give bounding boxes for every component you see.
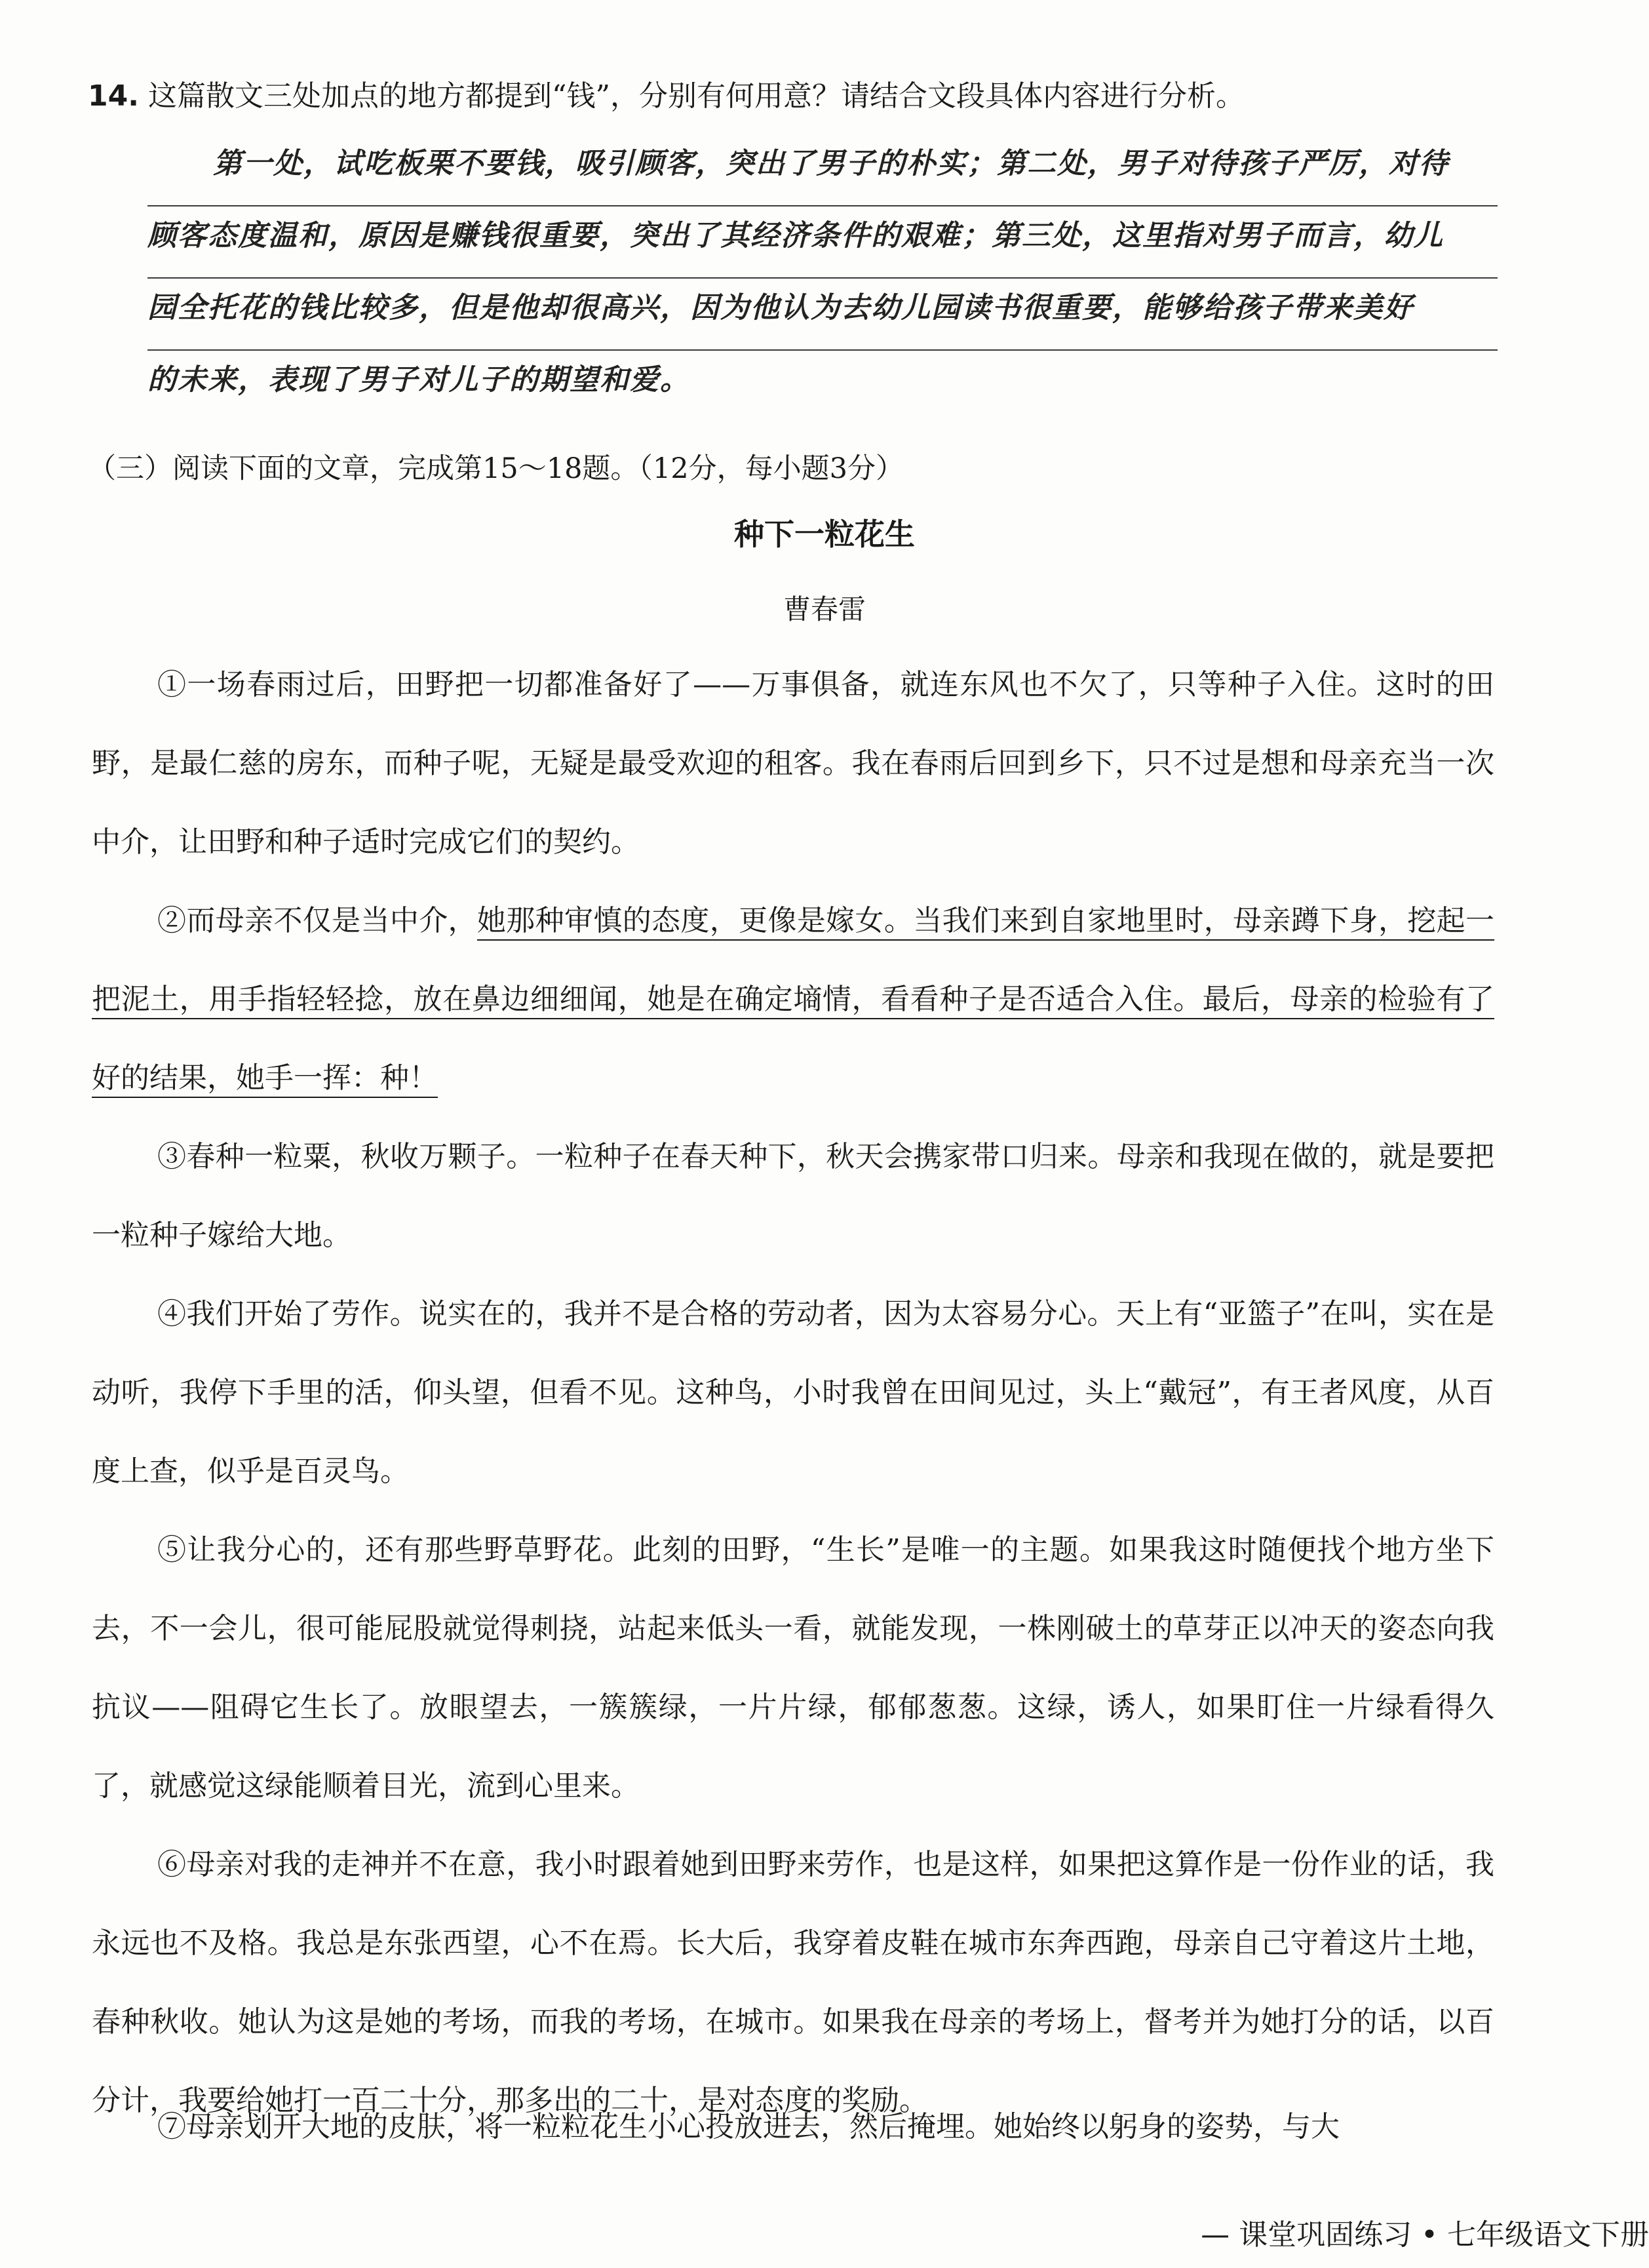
paragraph-2 [92, 882, 1494, 1118]
paragraph-7: ⑦母亲划开大地的皮肤，将一粒粒花生小心投放进去，然后掩埋。她始终以躬身的姿势，与大 [157, 2110, 1340, 2143]
question-14 [88, 73, 1549, 119]
answer-line: 的未来，表现了男子对儿子的期望和爱。 [147, 363, 690, 397]
answer-line: 园全托花的钱比较多，但是他却很高兴，因为他认为去幼儿园读书很重要，能够给孩子带来美好 [147, 279, 1498, 351]
question-number: 14. [88, 79, 139, 113]
article-author: 曹春雷 [783, 593, 866, 625]
paragraph-5: ⑤让我分心的，还有那些野草野花。此刻的田野，“生长”是唯一的主题。如果我这时随便找个地方坐下去，不一会儿，很可能屁股就觉得刺挠，站起来低头一看，就能发现，一株刚破土的草芽正以冲天的姿态向我抗议——阻碍它生长了。放眼望去，一簇簇绿，一片片绿，郁郁葱葱。这绿，诱人，如果盯住一片绿看得久了，就感觉这绿能顺着目光，流到心里来。 [92, 1533, 1494, 1803]
article-title: 种下一粒花生 [734, 517, 915, 552]
question-text: 这篇散文三处加点的地方都提到“钱”，分别有何用意？请结合文段具体内容进行分析。 [147, 79, 1245, 113]
paragraph-6: ⑥母亲对我的走神并不在意，我小时跟着她到田野来劳作，也是这样，如果把这算作是一份作业的话，我永远也不及格。我总是东张西望，心不在焉。长大后，我穿着皮鞋在城市东奔西跑，母亲自己守着这片土地，春种秋收。她认为这是她的考场，而我的考场，在城市。如果我在母亲的考场上，督考并为她打分的话，以百分计，我要给她打一百二十分，那多出的二十，是对态度的奖励。 [92, 1848, 1494, 2117]
paragraph-3: ③春种一粒粟，秋收万颗子。一粒种子在春天种下，秋天会携家带口归来。母亲和我现在做的，就是要把一粒种子嫁给大地。 [92, 1140, 1494, 1252]
paragraph-1: ①一场春雨过后，田野把一切都准备好了——万事俱备，就连东风也不欠了，只等种子入住。这时的田野，是最仁慈的房东，而种子呢，无疑是最受欢迎的租客。我在春雨后回到乡下，只不过是想和母亲充当一次中介，让田野和种子适时完成它们的契约。 [92, 668, 1494, 859]
page-footer: — 课堂巩固练习 • 七年级语文下册 [1201, 2218, 1649, 2252]
paragraph-2-underlined: 她那种审慎的态度，更像是嫁女。当我们来到自家地里时，母亲蹲下身，挖起一把泥土，用手指轻轻捻，放在鼻边细细闻，她是在确定墒情，看看种子是否适合入住。最后，母亲的检验有了好的结果，她手一挥：种！ [92, 904, 1495, 1095]
paragraph-4: ④我们开始了劳作。说实在的，我并不是合格的劳动者，因为太容易分心。天上有“亚篮子”在叫，实在是动听，我停下手里的活，仰头望，但看不见。这种鸟，小时我曾在田间见过，头上“戴冠”，有王者风度，从百度上查，似乎是百灵鸟。 [92, 1297, 1494, 1488]
answer-line: 第一处，试吃板栗不要钱，吸引顾客，突出了男子的朴实；第二处，男子对待孩子严厉，对待 [147, 134, 1498, 206]
section-heading: （三）阅读下面的文章，完成第15～18题。（12分，每小题3分） [88, 452, 904, 485]
answer-line: 顾客态度温和，原因是赚钱很重要，突出了其经济条件的艰难；第三处，这里指对男子而言，幼儿 [147, 206, 1498, 279]
paragraph-2-lead: ②而母亲不仅是当中介， [157, 904, 477, 937]
